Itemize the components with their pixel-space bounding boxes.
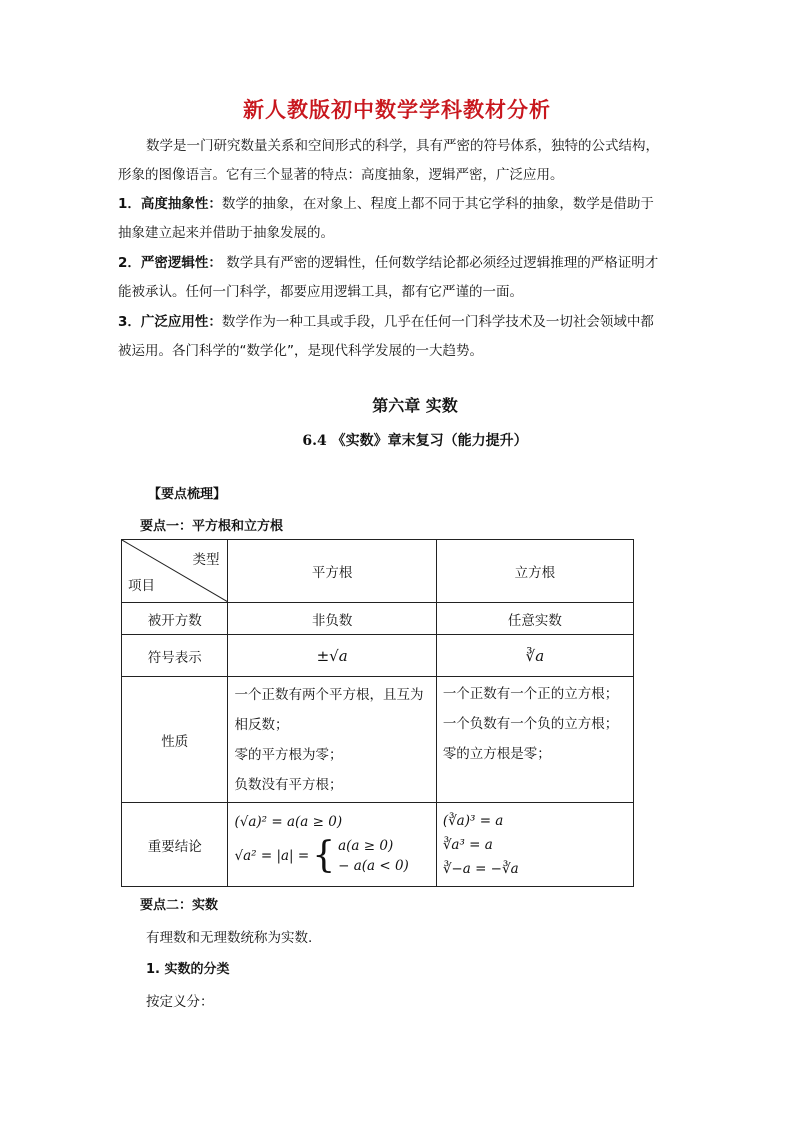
table-corner-cell: [122, 540, 228, 603]
case-negative: − a(a < 0): [338, 857, 409, 874]
feature-1-label: 1．高度抽象性：: [118, 196, 222, 212]
cell-properties-square: [228, 677, 436, 803]
table-row: [122, 635, 634, 677]
point1-heading: 要点一：平方根和立方根: [140, 519, 284, 534]
feature-2-text-cont: 能被承认。任何一门科学，都要应用逻辑工具，都有它严谨的一面。: [118, 284, 523, 300]
classify-heading: 1. 实数的分类: [146, 962, 230, 977]
roots-table: [121, 539, 634, 887]
property-line: 一个负数有一个负的立方根；: [442, 716, 619, 732]
feature-2-text: 数学具有严密的逻辑性，任何数学结论都必须经过逻辑推理的严格证明才: [221, 255, 659, 271]
corner-item-label: 项目: [128, 578, 155, 594]
cell-symbol-cube: ∛a: [436, 635, 633, 677]
formula-abs: √a² = |a| =: [234, 847, 310, 864]
header-cube-root: 立方根: [436, 540, 633, 603]
row-label-symbol: 符号表示: [122, 635, 228, 677]
feature-3-label: 3．广泛应用性：: [118, 314, 222, 330]
feature-1: [118, 190, 678, 248]
point2-heading: 要点二：实数: [140, 898, 219, 913]
table-row: [122, 677, 634, 803]
formula-square-2: [234, 836, 429, 876]
intro-paragraph: [118, 132, 678, 190]
cell-radicand-cube: 任意实数: [436, 603, 633, 635]
formula-cube-2: ∛a³ = a: [442, 836, 493, 853]
property-line: 一个正数有两个平方根，且互为: [234, 686, 424, 703]
cell-properties-cube: [436, 677, 633, 803]
property-line: 零的平方根为零；: [234, 746, 343, 763]
document-title: 新人教版初中数学学科教材分析: [243, 98, 551, 122]
row-label-radicand: 被开方数: [122, 603, 228, 635]
chapter-title: 第六章 实数: [372, 396, 458, 415]
feature-3-text-cont: 被运用。各门科学的“数学化”，是现代科学发展的一大趋势。: [118, 343, 483, 359]
intro-line-2: 形象的图像语言。它有三个显著的特点：高度抽象，逻辑严密，广泛应用。: [118, 167, 564, 183]
formula-cube-1: (∛a)³ = a: [442, 812, 504, 829]
feature-3-text: 数学作为一种工具或手段，几乎在任何一门科学技术及一切社会领域中都: [221, 314, 654, 330]
cell-conclusions-cube: [436, 803, 633, 887]
table-row: [122, 603, 634, 635]
property-line: 相反数；: [234, 716, 289, 733]
header-square-root: 平方根: [228, 540, 436, 603]
cell-radicand-square: 非负数: [228, 603, 436, 635]
cell-conclusions-square: [228, 803, 436, 887]
intro-line-1: 数学是一门研究数量关系和空间形式的科学，具有严密的符号体系，独特的公式结构，: [146, 138, 659, 154]
cell-symbol-square: ±√a: [228, 635, 436, 677]
feature-2: [118, 249, 678, 307]
table-row: [122, 803, 634, 887]
formula-cube-3: ∛−a = −∛a: [442, 860, 519, 877]
section-title: 6.4 《实数》章末复习（能力提升）: [302, 433, 528, 449]
feature-3: [118, 308, 678, 366]
corner-type-label: 类型: [192, 552, 220, 568]
brace-icon: {: [312, 834, 336, 876]
property-line: 一个正数有一个正的立方根；: [442, 686, 619, 702]
feature-1-text-cont: 抽象建立起来并借助于抽象发展的。: [118, 225, 334, 241]
key-points-heading: 【要点梳理】: [148, 487, 227, 502]
point2-text: 有理数和无理数统称为实数.: [146, 930, 313, 946]
table-header-row: [122, 540, 634, 603]
feature-1-text: 数学的抽象，在对象上、程度上都不同于其它学科的抽象，数学是借助于: [221, 196, 654, 212]
case-nonnegative: a(a ≥ 0): [338, 837, 394, 854]
property-line: 零的立方根是零；: [442, 746, 551, 762]
row-label-conclusions: 重要结论: [122, 803, 228, 887]
formula-square-1: (√a)² = a(a ≥ 0): [234, 813, 343, 830]
row-label-properties: 性质: [122, 677, 228, 803]
property-line: 负数没有平方根；: [234, 776, 343, 793]
piecewise-cases: [338, 836, 409, 876]
classify-text: 按定义分：: [146, 994, 214, 1010]
feature-2-label: 2．严密逻辑性：: [118, 255, 222, 271]
